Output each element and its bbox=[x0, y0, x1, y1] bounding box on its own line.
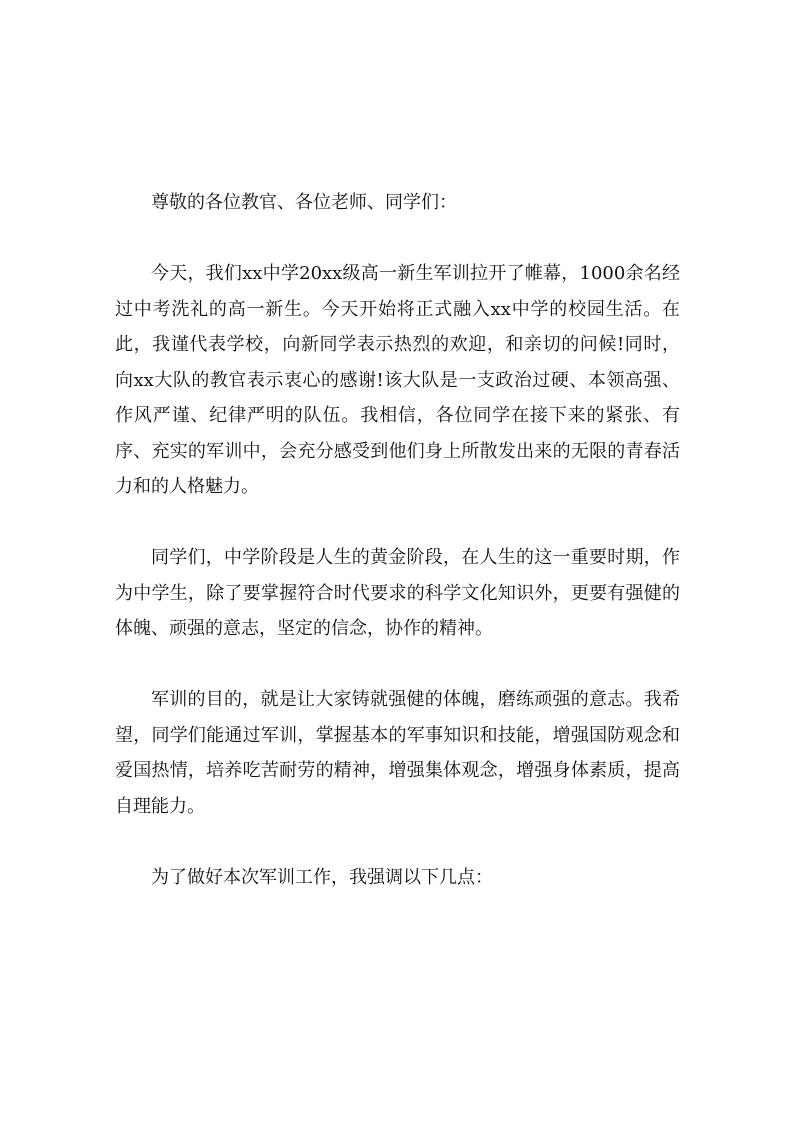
paragraph-gap bbox=[115, 647, 680, 683]
speech-body bbox=[115, 185, 680, 895]
paragraph-2: 同学们，中学阶段是人生的黄金阶段，在人生的这一重要时期，作为中学生，除了要掌握符合时代要求的科学文化知识外，更要有强健的体魄、顽强的意志，坚定的信念，协作的精神。 bbox=[115, 547, 680, 639]
paragraph-gap bbox=[115, 824, 680, 860]
paragraph-1: 今天，我们xx中学20xx级高一新生军训拉开了帷幕，1000余名经过中考洗礼的高一新生。今天开始将正式融入xx中学的校园生活。在此，我谨代表学校，向新同学表示热烈的欢迎，和亲切的问候!同时，向xx大队的教官表示衷心的感谢!该大队是一支政治过硬、本领高强、作风严谨、纪律严明的队伍。我相信，各位同学在接下来的紧张、有序、充实的军训中，会充分感受到他们身上所散发出来的无限的青春活力和的人格魅力。 bbox=[115, 263, 680, 497]
salutation: 尊敬的各位教官、各位老师、同学们： bbox=[151, 192, 457, 213]
paragraph-3: 军训的目的，就是让大家铸就强健的体魄，磨练顽强的意志。我希望，同学们能通过军训，掌握基本的军事知识和技能，增强国防观念和爱国热情，培养吃苦耐劳的精神，增强集体观念，增强身体素质，提高自理能力。 bbox=[115, 689, 680, 817]
paragraph-4: 为了做好本次军训工作，我强调以下几点： bbox=[151, 866, 493, 888]
paragraph-gap bbox=[115, 221, 680, 257]
paragraph-gap bbox=[115, 505, 680, 541]
